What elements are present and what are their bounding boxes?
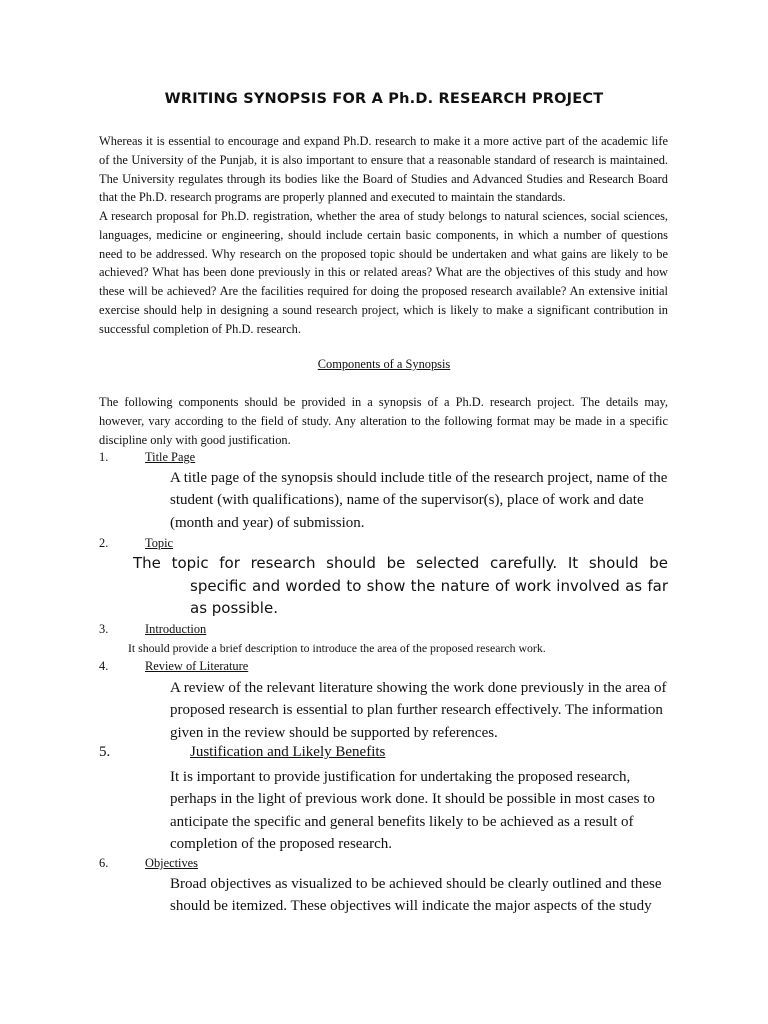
item-number: 6.: [99, 856, 109, 870]
item-body-review-of-literature: A review of the relevant literature showing the work done previously in the area of proposed research is essential to plan further research effectively. The information given in the review should be supported by references.: [170, 680, 667, 741]
components-intro: The following components should be provided in a synopsis of a Ph.D. research project. The details may, however, vary according to the field of study. Any alteration to the following format may be made in a specific discipline only with good justification.: [99, 395, 668, 447]
item-heading-title-page: Title Page: [145, 450, 196, 464]
item-number: 2.: [99, 536, 109, 550]
item-body-title-page: A title page of the synopsis should include title of the research project, name of the student (with qualifications), name of the supervisor(s), place of work and date (month and year) of submission.: [170, 470, 668, 531]
item-heading-introduction: Introduction: [145, 622, 207, 636]
item-body-topic: The topic for research should be selected carefully. It should be specific and worded to show the nature of work involved as far as possible.: [133, 554, 668, 618]
item-body-objectives: Broad objectives as visualized to be achieved should be clearly outlined and these should be itemized. These objectives will indicate the major aspects of the study: [170, 876, 662, 915]
item-number: 3.: [99, 622, 109, 636]
item-heading-topic: Topic: [145, 536, 174, 550]
page-title: WRITING SYNOPSIS FOR A Ph.D. RESEARCH PROJECT: [164, 91, 604, 107]
intro-paragraph-2: A research proposal for Ph.D. registration, whether the area of study belongs to natural sciences, social sciences, languages, medicine or engineering, should include certain basic components, in which a number of questions need to be addressed. Why research on the proposed topic should be undertaken and what gains are likely to be achieved? What has been done previously in this or related areas? What are the objectives of this study and how these will be achieved? Are the facilities required for doing the proposed research available? An extensive initial exercise should help in designing a sound research project, which is likely to make a significant contribution in successful completion of Ph.D. research.: [99, 209, 668, 336]
item-number: 4.: [99, 659, 109, 673]
item-number: 5.: [99, 744, 111, 760]
item-body-justification: It is important to provide justification for undertaking the proposed research, perhaps in the light of previous work done. It should be possible in most cases to anticipate the specific and general benefits likely to be achieved as a result of completion of the proposed research.: [170, 769, 655, 852]
item-heading-justification: Justification and Likely Benefits: [190, 744, 386, 760]
components-heading: Components of a Synopsis: [317, 357, 451, 371]
intro-paragraph-1: Whereas it is essential to encourage and expand Ph.D. research to make it a more active part of the academic life of the University of the Punjab, it is also important to ensure that a reasonable standard of research is maintained. The University regulates through its bodies like the Board of Studies and Advanced Studies and Research Board that the Ph.D. research programs are properly planned and executed to maintain the standards.: [99, 134, 668, 205]
item-heading-objectives: Objectives: [145, 856, 198, 870]
item-number: 1.: [99, 450, 109, 464]
item-heading-review-of-literature: Review of Literature: [145, 659, 249, 673]
item-body-introduction: It should provide a brief description to introduce the area of the proposed research work.: [128, 641, 546, 655]
